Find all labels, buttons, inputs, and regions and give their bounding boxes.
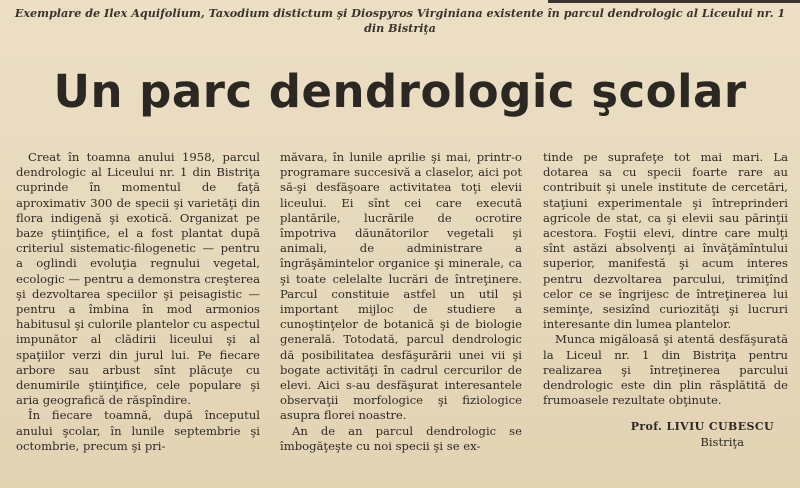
article-column-1 xyxy=(16,150,260,454)
photo-caption: Exemplare de Ilex Aquifolium, Taxodium distictum şi Diospyros Virginiana existente în parcul dendrologic al Liceului nr. 1 din Bistriţa xyxy=(14,6,786,35)
article-column-3 xyxy=(543,150,788,450)
paragraph: tinde pe suprafeţe tot mai mari. La dotarea sa cu specii foarte rare au contribuit şi unele institute de cercetări, staţiuni experimentale şi întreprinderi agricole de stat, ca şi elevii sau părinţii acestora. Foştii elevi, dintre care mulţi sînt astăzi absolvenţi ai învăţămîntului superior, manifestă şi acum interes pentru dezvoltarea parcului, trimiţînd celor ce se îngrijesc de întreţinerea lui seminţe, sesizînd curiozităţi şi lucruri interesante din lumea plantelor. xyxy=(543,150,788,332)
top-rule xyxy=(548,0,800,3)
paragraph: măvara, în lunile aprilie şi mai, printr-o programare succesivă a claselor, aici pot să-şi desfăşoare activitatea toţi elevii liceului. Ei sînt cei care execută plantările, lucrările de ocrotire împotriva dăunătorilor vegetali şi animali, de administrare a îngrăşămintelor organice şi minerale, ca şi toate celelalte lucrări de întreţinere. Parcul constituie astfel un util şi important mijloc de studiere a cunoştinţelor de botanică şi de biologie generală. Totodată, parcul dendrologic dă posibilitatea desfăşurării unei vii şi bogate activităţi în cadrul cercurilor de elevi. Aici s-au desfăşurat interesantele observaţii morfologice şi fiziologice asupra florei noastre. xyxy=(280,150,522,423)
paragraph: În fiecare toamnă, după începutul anului şcolar, în lunile septembrie şi octombrie, precum şi pri- xyxy=(16,408,260,453)
paragraph: Munca migăloasă şi atentă desfăşurată la Liceul nr. 1 din Bistriţa pentru realizarea şi întreţinerea parcului dendrologic este din plin răsplătită de frumoasele rezultate obţinute. xyxy=(543,332,788,408)
article-column-2 xyxy=(280,150,522,454)
author-city: Bistriţa xyxy=(700,434,744,449)
paragraph: An de an parcul dendrologic se îmbogăţeşte cu noi specii şi se ex- xyxy=(280,423,522,453)
paragraph: Creat în toamna anului 1958, parcul dendrologic al Liceului nr. 1 din Bistriţa cuprinde în momentul de faţă aproximativ 300 de specii şi varietăţi din flora indigenă şi exotică. Organizat pe baze ştiinţifice, el a fost plantat după criteriul sistematic-filogenetic — pentru a oglindi evoluţia regnului vegetal, ecologic — pentru a demonstra creşterea şi dezvoltarea speciilor şi peisagistic — pentru a îmbina în mod armonios habitusul şi culorile plantelor cu aspectul impunător al clădirii liceului şi al spaţiilor verzi din jurul lui. Pe fiecare arbore sau arbust sînt plăcuţe cu denumirile ştiinţifice, cele populare şi aria geografică de răspîndire. xyxy=(16,150,261,408)
author-name: Prof. LIVIU CUBESCU xyxy=(630,420,774,434)
article-headline: Un parc dendrologic şcolar xyxy=(53,65,747,118)
